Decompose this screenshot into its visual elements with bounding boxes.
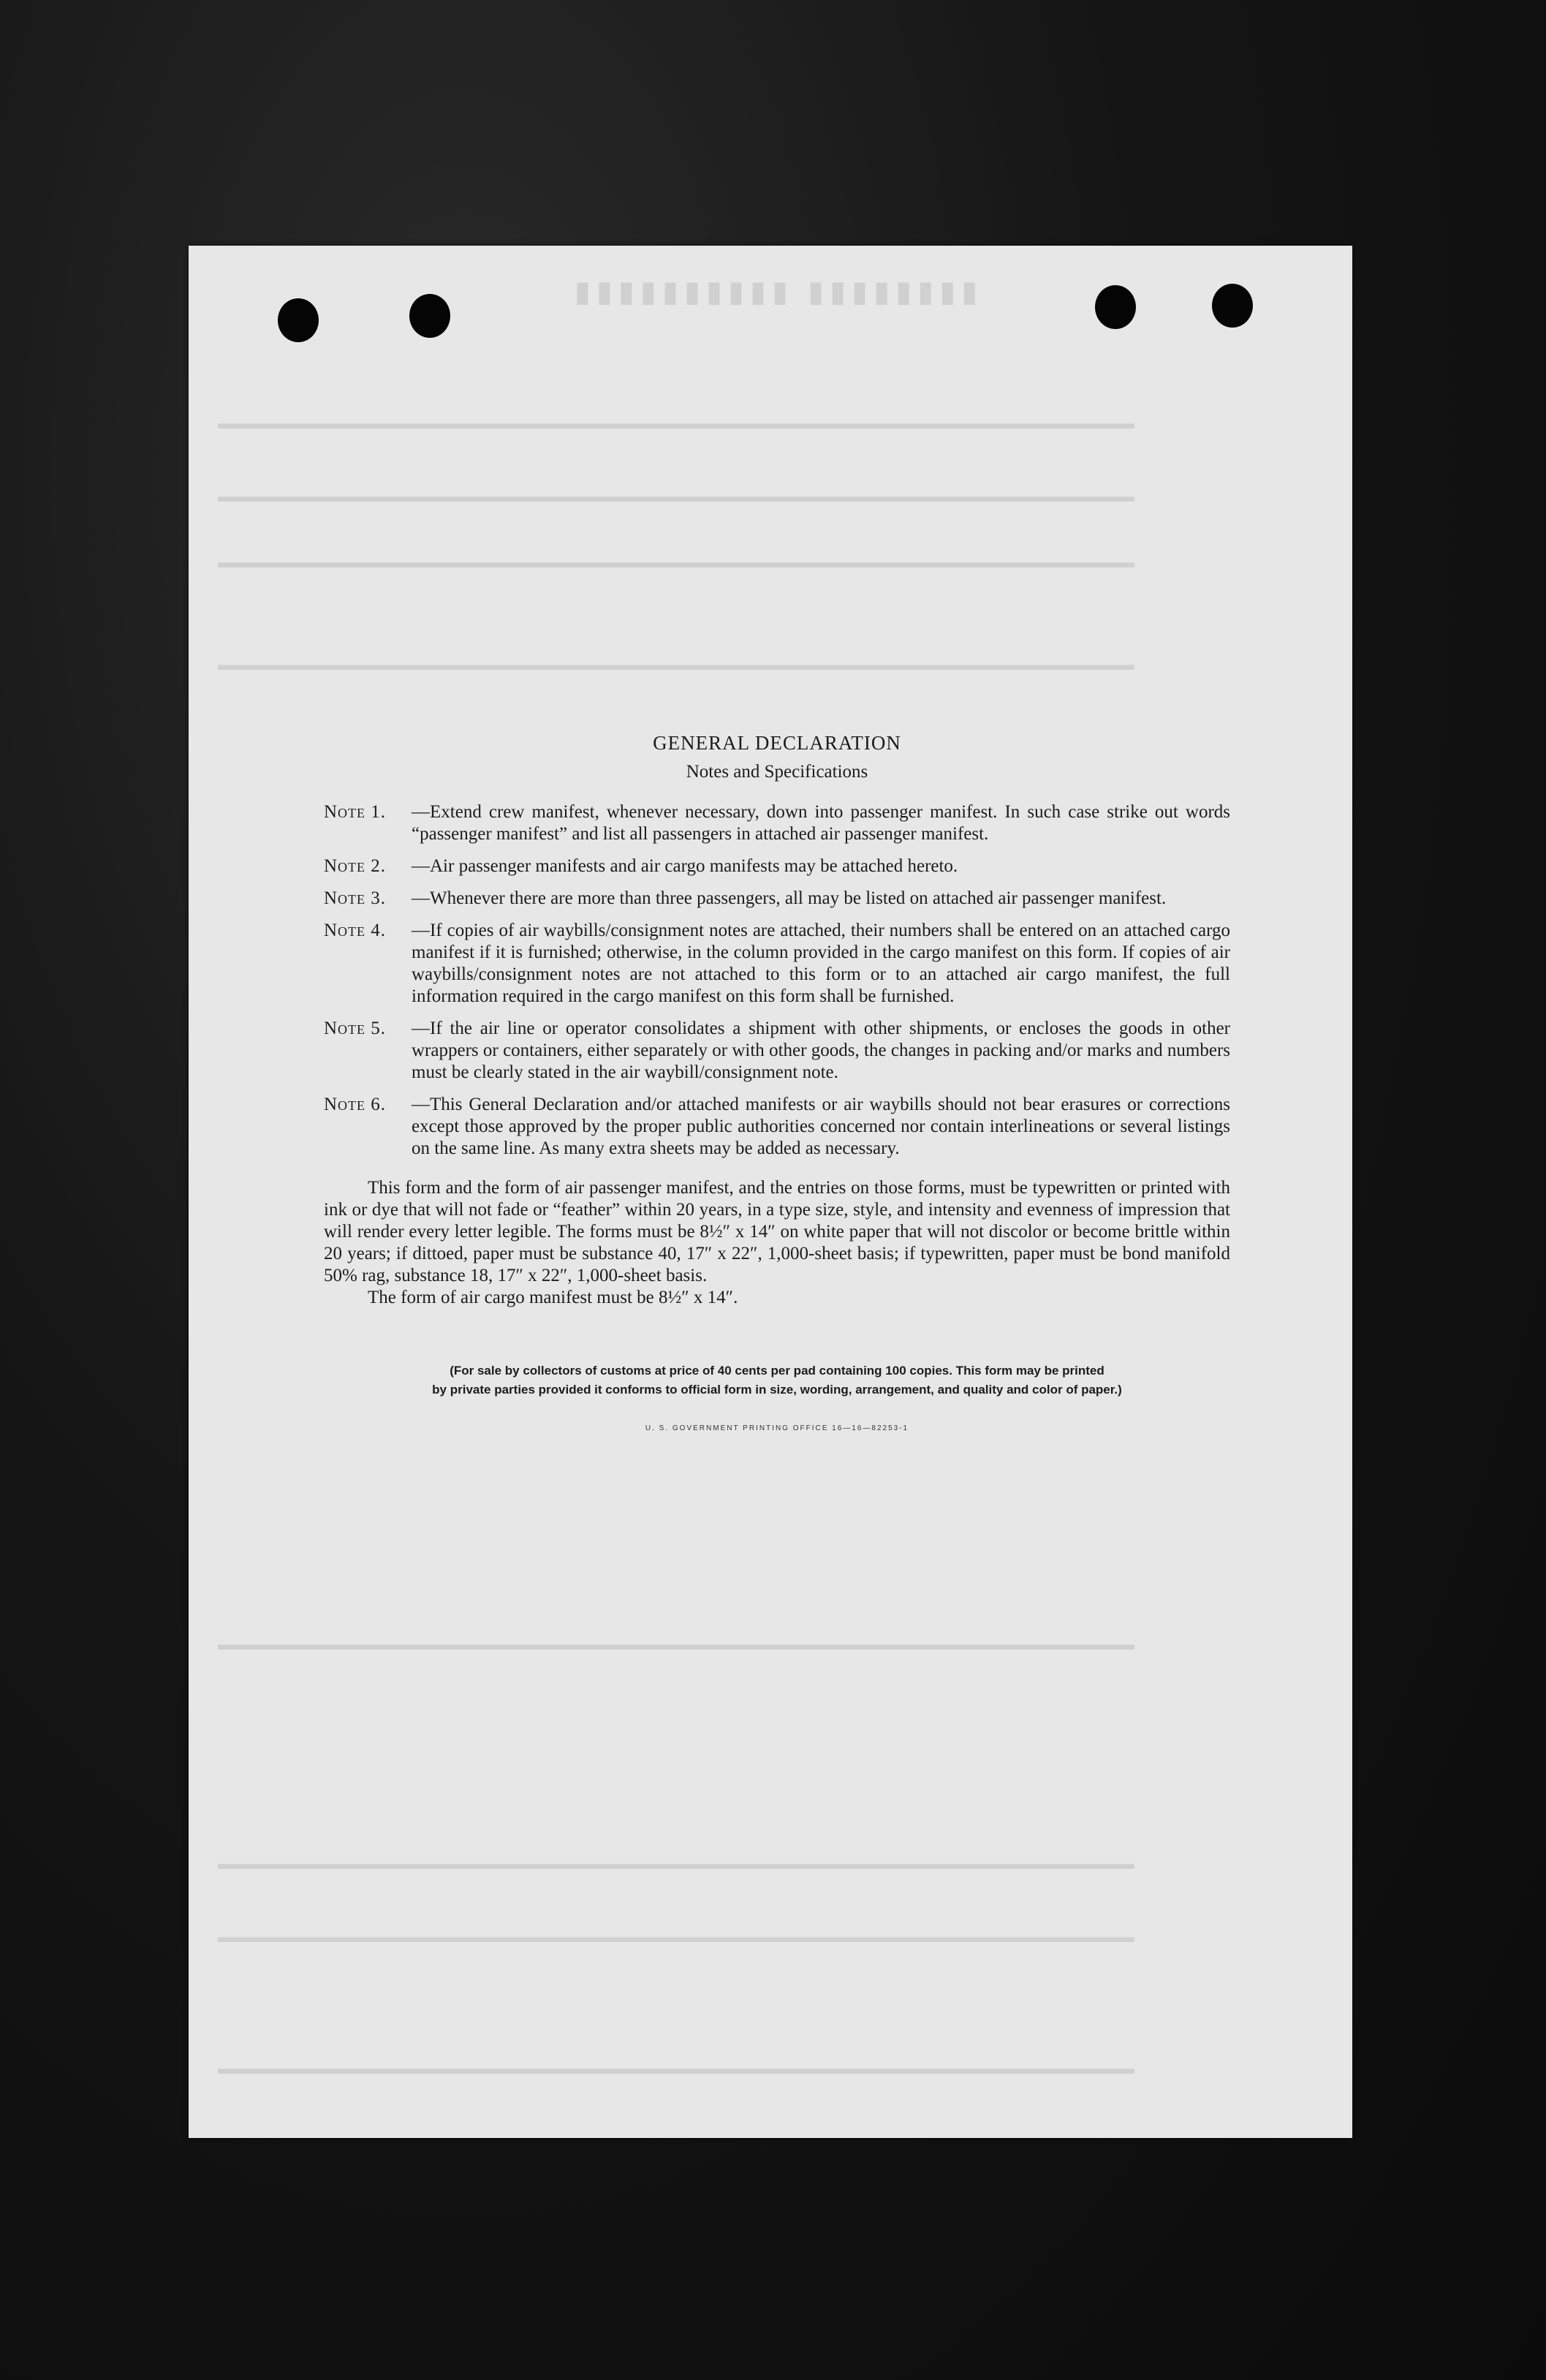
note-4 <box>324 920 1230 1008</box>
document-subtitle: Notes and Specifications <box>686 762 868 782</box>
note-body: Extend crew manifest, whenever necessary, down into passenger manifest. In such case strike out words “passenger manifest” and list all passengers in attached air passenger manifest. <box>412 802 1230 844</box>
note-label: Note 4. <box>324 921 387 940</box>
note-body: Air passenger manifests and air cargo manifests may be attached hereto. <box>430 856 958 876</box>
cargo-manifest-size: The form of air cargo manifest must be 8½″ x 14″. <box>368 1288 738 1307</box>
note-body: If copies of air waybills/consignment notes are attached, their numbers shall be entered on an attached cargo manifest if it is furnished; otherwise, in the column provided in the cargo manifest on this form. If copies of air waybills/consignment notes are not attached to this form or to an attached air cargo manifest, the full information required in the cargo manifest on this form shall be furnished. <box>412 921 1230 1006</box>
note-label: Note 5. <box>324 1019 387 1038</box>
note-body: If the air line or operator consolidates a shipment with other shipments, or encloses the goods in other wrappers or containers, either separately or with other goods, the changes in packing and/or marks and numbers must be clearly stated in the air waybill/consignment note. <box>412 1019 1230 1082</box>
show-through-texture: ▬▬▬▬▬▬▬▬▬▬▬▬▬▬▬▬▬▬▬▬▬▬▬▬▬▬▬▬▬▬▬▬▬▬▬▬▬▬▬▬▬▬▬▬▬▬▬▬▬▬▬▬▬▬▬▬▬ <box>218 553 1134 571</box>
note-label: Note 1. <box>324 802 387 822</box>
show-through-texture: ▬▬▬▬▬▬▬▬▬▬▬▬▬▬▬▬▬▬▬▬▬▬▬▬▬▬▬▬▬▬▬▬▬▬▬▬▬▬▬▬▬▬▬▬▬▬▬▬▬▬▬▬▬▬▬▬▬ <box>218 2059 1134 2077</box>
punch-hole <box>1212 284 1253 328</box>
note-text: —If the air line or operator consolidates a shipment with other shipments, or encloses the goods in other wrappers or containers, either separately or with other goods, the changes in packing and/or marks and numbers must be clearly stated in the air waybill/consignment note. <box>412 1019 1230 1082</box>
show-through-texture: ▬▬▬▬▬▬▬▬▬▬▬▬▬▬▬▬▬▬▬▬▬▬▬▬▬▬▬▬▬▬▬▬▬▬▬▬▬▬▬▬▬▬▬▬▬▬▬▬▬▬▬▬▬▬▬▬▬ <box>218 1927 1134 1946</box>
show-through-texture: ▬▬▬▬▬▬▬▬▬▬▬▬▬▬▬▬▬▬▬▬▬▬▬▬▬▬▬▬▬▬▬▬▬▬▬▬▬▬▬▬▬▬▬▬▬▬▬▬▬▬▬▬▬▬▬▬▬ <box>218 655 1134 673</box>
note-5 <box>324 1018 1230 1084</box>
show-through-texture: ▬▬▬▬▬▬▬▬▬▬▬▬▬▬▬▬▬▬▬▬▬▬▬▬▬▬▬▬▬▬▬▬▬▬▬▬▬▬▬▬▬▬▬▬▬▬▬▬▬▬▬▬▬▬▬▬▬ <box>218 1854 1134 1873</box>
document-content <box>324 732 1230 1432</box>
punch-hole <box>409 294 450 338</box>
note-label: Note 3. <box>324 888 387 908</box>
note-2 <box>324 855 1230 877</box>
note-body: This General Declaration and/or attached manifests or air waybills should not bear erasures or corrections except those approved by the proper public authorities concerned nor contain interlineations or several listings on the same line. As many extra sheets may be added as necessary. <box>412 1095 1230 1158</box>
note-text: —Whenever there are more than three passengers, all may be listed on attached air passenger manifest. <box>412 888 1167 908</box>
show-through-texture: ▬▬▬▬▬▬▬▬▬▬▬▬▬▬▬▬▬▬▬▬▬▬▬▬▬▬▬▬▬▬▬▬▬▬▬▬▬▬▬▬▬▬▬▬▬▬▬▬▬▬▬▬▬▬▬▬▬ <box>218 414 1134 432</box>
note-label: Note 2. <box>324 856 387 876</box>
show-through-texture: ▬▬▬▬▬▬▬▬▬▬▬▬▬▬▬▬▬▬▬▬▬▬▬▬▬▬▬▬▬▬▬▬▬▬▬▬▬▬▬▬▬▬▬▬▬▬▬▬▬▬▬▬▬▬▬▬▬ <box>218 487 1134 505</box>
sale-notice-line: (For sale by collectors of customs at price of 40 cents per pad containing 100 copies. This form may be printed <box>450 1364 1104 1378</box>
note-text: —If copies of air waybills/consignment notes are attached, their numbers shall be entered on an attached cargo manifest if it is furnished; otherwise, in the column provided in the cargo manifest on this form. If copies of air waybills/consignment notes are not attached to this form or to an attached air cargo manifest, the full information required in the cargo manifest on this form shall be furnished. <box>412 921 1230 1006</box>
specifications-paragraph: This form and the form of air passenger manifest, and the entries on those forms, must be typewritten or printed with ink or dye that will not fade or “feather” within 20 years, in a type size, style, and intensity and evenness of impression that will render every letter legible. The forms must be 8½″ x 14″ on white paper that will not discolor or become brittle within 20 years; if dittoed, paper must be substance 40, 17″ x 22″, 1,000-sheet basis; if typewritten, paper must be bond manifold 50% rag, substance 18, 17″ x 22″, 1,000-sheet basis. <box>324 1178 1230 1285</box>
sale-notice <box>324 1361 1230 1399</box>
show-through-texture: ▬▬▬▬▬▬▬▬▬▬▬▬▬▬▬▬▬▬▬▬▬▬▬▬▬▬▬▬▬▬▬▬▬▬▬▬▬▬▬▬▬▬▬▬▬▬▬▬▬▬▬▬▬▬▬▬▬ <box>218 1635 1134 1653</box>
note-text: —Air passenger manifests and air cargo manifests may be attached hereto. <box>412 856 958 876</box>
note-body: Whenever there are more than three passengers, all may be listed on attached air passenger manifest. <box>430 888 1167 908</box>
document-page <box>189 246 1352 2138</box>
punch-hole <box>278 298 319 342</box>
note-text: —This General Declaration and/or attached manifests or air waybills should not bear erasures or corrections except those approved by the proper public authorities concerned nor contain interlineations or several listings on the same line. As many extra sheets may be added as necessary. <box>412 1095 1230 1158</box>
punch-hole <box>1095 285 1136 329</box>
note-6 <box>324 1094 1230 1160</box>
printer-imprint: U. S. GOVERNMENT PRINTING OFFICE 16—16—82253-1 <box>645 1424 909 1432</box>
sale-notice-line: by private parties provided it conforms to official form in size, wording, arrangement, and quality and color of paper.) <box>432 1383 1122 1397</box>
document-title: GENERAL DECLARATION <box>653 732 901 754</box>
note-label: Note 6. <box>324 1095 387 1114</box>
note-3 <box>324 888 1230 910</box>
show-through-texture: ▮▮▮▮▮▮▮▮ ▮▮▮▮▮▮▮▮▮▮ <box>569 276 978 308</box>
note-1 <box>324 801 1230 845</box>
note-text: —Extend crew manifest, whenever necessary, down into passenger manifest. In such case strike out words “passenger manifest” and list all passengers in attached air passenger manifest. <box>412 802 1230 844</box>
